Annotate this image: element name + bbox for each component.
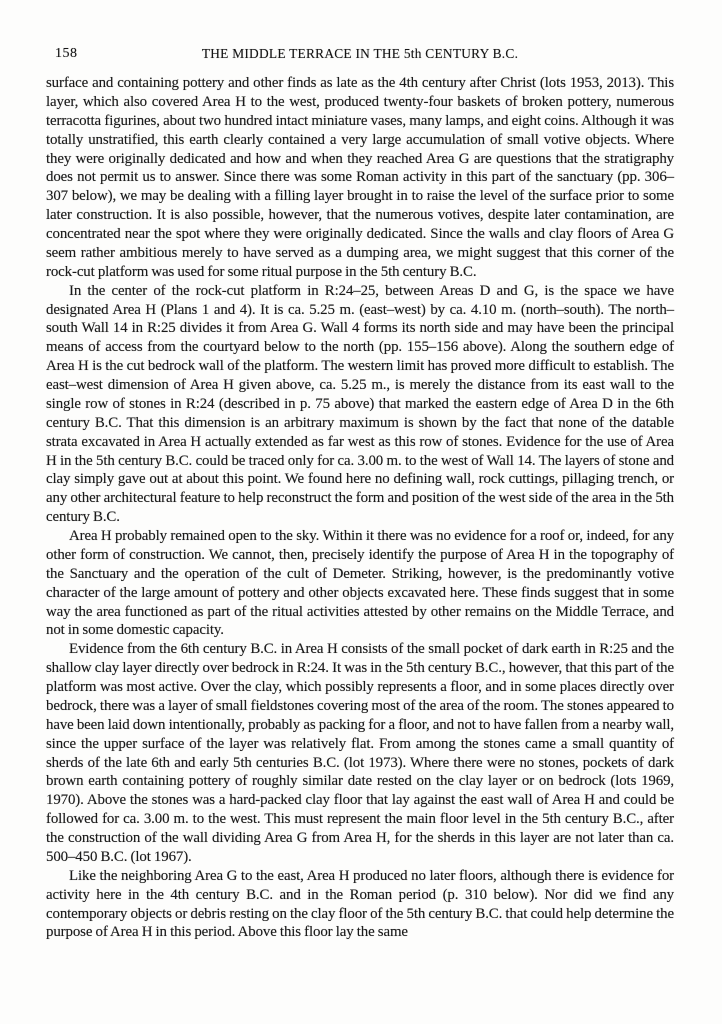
body-paragraph-5: Like the neighboring Area G to the east, Area H produced no later floors, although there is evidence for activity here in the 4th century B.C. and in the Roman period (p. 310 below). Nor did we find any contemporary objects or debris resting on the clay floor of the 5th century B.C. that could help determine the purpose of Area H in this period. Above this floor lay the same — [46, 867, 674, 941]
running-header-title: THE MIDDLE TERRACE IN THE 5th CENTURY B.C. — [201, 46, 519, 61]
body-paragraph-2: In the center of the rock-cut platform in R:24–25, between Areas D and G, is the space we have designated Area H (Plans 1 and 4). It is ca. 5.25 m. (east–west) by ca. 4.10 m. (north–south). The north–south Wall 14 in R:25 divides it from Area G. Wall 4 forms its north side and may have been the principal means of access from the courtyard below to the north (pp. 155–156 above). Along the southern edge of Area H is the cut bedrock wall of the platform. The western limit has proved more difficult to establish. The east–west dimension of Area H given above, ca. 5.25 m., is merely the distance from its east wall to the single row of stones in R:24 (described in p. 75 above) that marked the eastern edge of Area D in the 6th century B.C. That this dimension is an arbitrary maximum is shown by the fact that none of the datable strata excavated in Area H actually extended as far west as this row of stones. Evidence for the use of Area H in the 5th century B.C. could be traced only for ca. 3.00 m. to the west of Wall 14. The layers of stone and clay simply gave out at about this point. We found here no defining wall, rock cuttings, pillaging trench, or any other architectural feature to help reconstruct the form and position of the west side of the area in the 5th century B.C. — [46, 282, 674, 526]
running-header — [46, 46, 674, 62]
body-paragraph-3: Area H probably remained open to the sky. Within it there was no evidence for a roof or, indeed, for any other form of construction. We cannot, then, precisely identify the purpose of Area H in the topography of the Sanctuary and the operation of the cult of Demeter. Striking, however, is the predominantly votive character of the large amount of pottery and other objects excavated here. These finds suggest that in some way the area functioned as part of the ritual activities attested by other remains on the Middle Terrace, and not in some domestic capacity. — [46, 528, 674, 639]
page-body — [46, 74, 674, 942]
page-number: 158 — [55, 46, 78, 61]
body-paragraph-1: surface and containing pottery and other finds as late as the 4th century after Christ (lots 1953, 2013). This layer, which also covered Area H to the west, produced twenty-four baskets of broken pottery, numerous terracotta figurines, about two hundred intact miniature vases, many lamps, and eight coins. Although it was totally unstratified, this earth clearly contained a very large accumulation of small votive objects. Where they were originally dedicated and how and when they reached Area G are questions that the stratigraphy does not permit us to answer. Since there was some Roman activity in this part of the sanctuary (pp. 306–307 below), we may be dealing with a filling layer brought in to raise the level of the surface prior to some later construction. It is also possible, however, that the numerous votives, despite later contamination, are concentrated near the spot where they were originally dedicated. Since the walls and clay floors of Area G seem rather ambitious merely to have served as a dumping area, we might suggest that this corner of the rock-cut platform was used for some ritual purpose in the 5th century B.C. — [46, 75, 674, 280]
body-paragraph-4: Evidence from the 6th century B.C. in Area H consists of the small pocket of dark earth in R:25 and the shallow clay layer directly over bedrock in R:24. It was in the 5th century B.C., however, that this part of the platform was most active. Over the clay, which possibly represents a floor, and in some places directly over bedrock, there was a layer of small fieldstones covering most of the area of the room. The stones appeared to have been laid down intentionally, probably as packing for a floor, and not to have fallen from a nearby wall, since the upper surface of the layer was relatively flat. From among the stones came a small quantity of sherds of the late 6th and early 5th centuries B.C. (lot 1973). Where there were no stones, pockets of dark brown earth containing pottery of roughly similar date rested on the clay layer or on bedrock (lots 1969, 1970). Above the stones was a hard-packed clay floor that lay against the east wall of Area H and could be followed for ca. 3.00 m. to the west. This must represent the main floor level in the 5th century B.C., after the construction of the wall dividing Area G from Area H, for the sherds in this layer are not later than ca. 500–450 B.C. (lot 1967). — [46, 641, 674, 865]
